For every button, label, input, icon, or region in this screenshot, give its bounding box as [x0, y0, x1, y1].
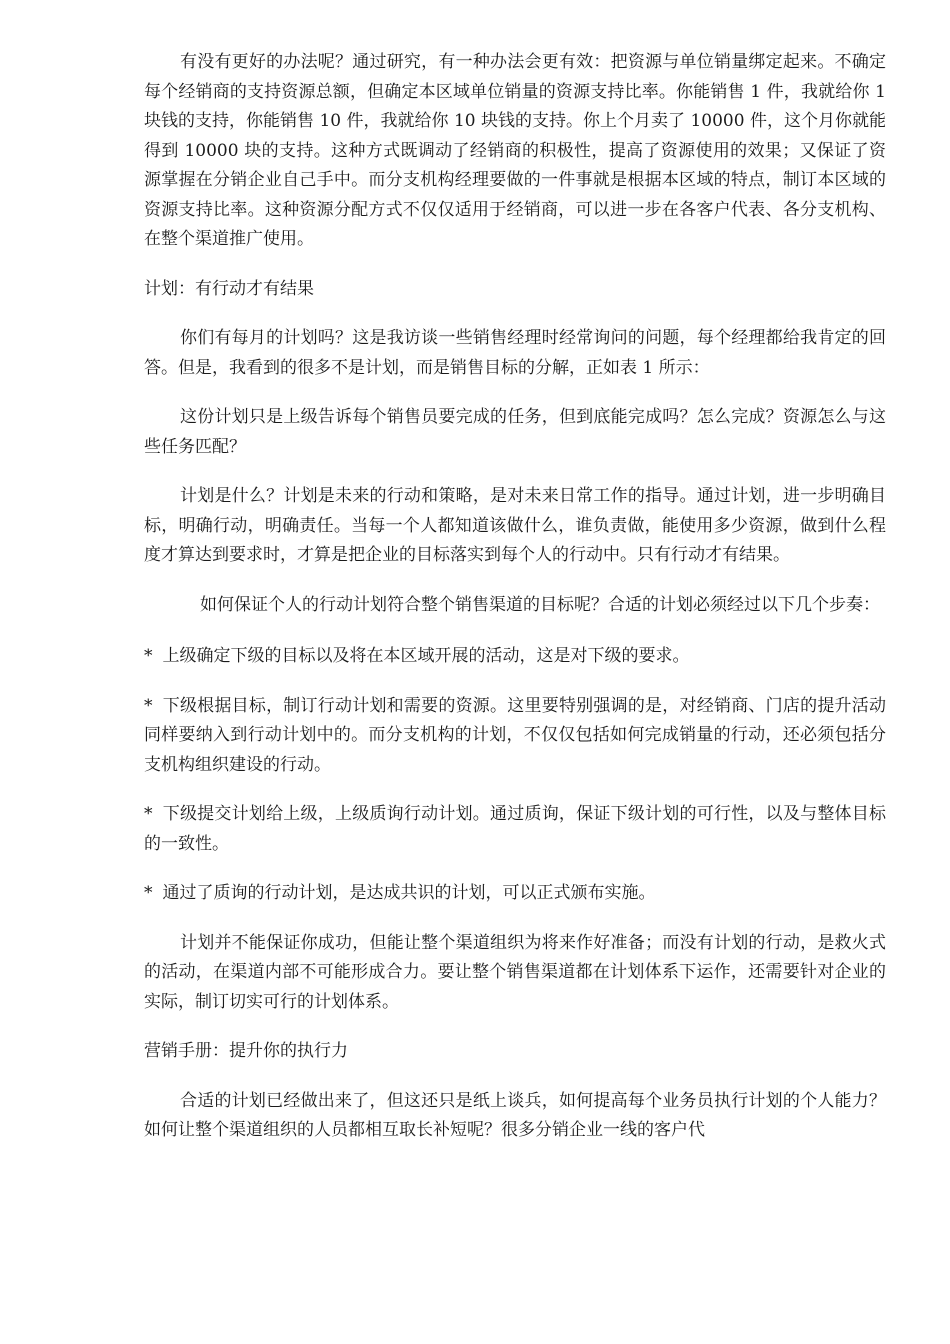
bullet-item-3 — [144, 800, 886, 859]
bullet-marker: * — [144, 804, 153, 824]
bullet-item-1 — [144, 642, 886, 672]
document-page — [144, 48, 886, 1146]
paragraph-monthly-plan: 你们有每月的计划吗？这是我访谈一些销售经理时经常询问的问题，每个经理都给我肯定的回答。但是，我看到的很多不是计划，而是销售目标的分解，正如表 1 所示： — [144, 328, 886, 378]
paragraph-plan-definition: 计划是什么？计划是未来的行动和策略，是对未来日常工作的指导。通过计划，进一步明确目标，明确行动，明确责任。当每一个人都知道该做什么，谁负责做，能使用多少资源，做到什么程度才算达到要求时，才算是把企业的目标落实到每个人的行动中。只有行动才有结果。 — [144, 486, 886, 565]
bullet-text: 上级确定下级的目标以及将在本区域开展的活动，这是对下级的要求。 — [162, 646, 690, 666]
bullet-text: 下级根据目标，制订行动计划和需要的资源。这里要特别强调的是，对经销商、门店的提升活动同样要纳入到行动计划中的。而分支机构的计划，不仅仅包括如何完成销量的行动，还必须包括分支机构组织建设的行动。 — [144, 695, 886, 775]
bullet-text: 下级提交计划给上级，上级质询行动计划。通过质询，保证下级计划的可行性，以及与整体目标的一致性。 — [144, 804, 886, 854]
paragraph-plan-question: 这份计划只是上级告诉每个销售员要完成的任务，但到底能完成吗？怎么完成？资源怎么与这些任务匹配？ — [144, 407, 886, 457]
bullet-marker: * — [144, 646, 153, 666]
section-heading-handbook: 营销手册：提升你的执行力 — [144, 1041, 348, 1061]
bullet-marker: * — [144, 695, 153, 716]
bullet-item-4 — [144, 879, 886, 909]
bullet-item-2 — [144, 692, 886, 781]
paragraph-plan-conclusion: 计划并不能保证你成功，但能让整个渠道组织为将来作好准备；而没有计划的行动，是救火式的活动，在渠道内部不可能形成合力。要让整个销售渠道都在计划体系下运作，还需要针对企业的实际，制订切实可行的计划体系。 — [144, 932, 886, 1012]
section-heading-plan: 计划：有行动才有结果 — [144, 278, 314, 299]
paragraph-resource-binding: 有没有更好的办法呢？通过研究，有一种办法会更有效：把资源与单位销量绑定起来。不确定每个经销商的支持资源总额，但确定本区域单位销量的资源支持比率。你能销售 1 件，我就给你 1 块钱的支持，你能销售 10 件，我就给你 10 块钱的支持。你上个月卖了 10000 件，这个月你就能得到 10000 块的支持。这种方式既调动了经销商的积极性，提高了资源使用的效果；又保证了资源掌握在分销企业自己手中。而分支机构经理要做的一件事就是根据本区域的特点，制订本区域的资源支持比率。这种资源分配方式不仅仅适用于经销商，可以进一步在各客户代表、各分支机构、在整个渠道推广使用。 — [144, 52, 886, 249]
paragraph-plan-steps-intro: 如何保证个人的行动计划符合整个销售渠道的目标呢？合适的计划必须经过以下几个步奏： — [200, 594, 880, 615]
bullet-marker: * — [144, 883, 153, 903]
bullet-text: 通过了质询的行动计划，是达成共识的计划，可以正式颁布实施。 — [162, 883, 656, 903]
paragraph-execution: 合适的计划已经做出来了，但这还只是纸上谈兵，如何提高每个业务员执行计划的个人能力？如何让整个渠道组织的人员都相互取长补短呢？很多分销企业一线的客户代 — [144, 1090, 886, 1140]
